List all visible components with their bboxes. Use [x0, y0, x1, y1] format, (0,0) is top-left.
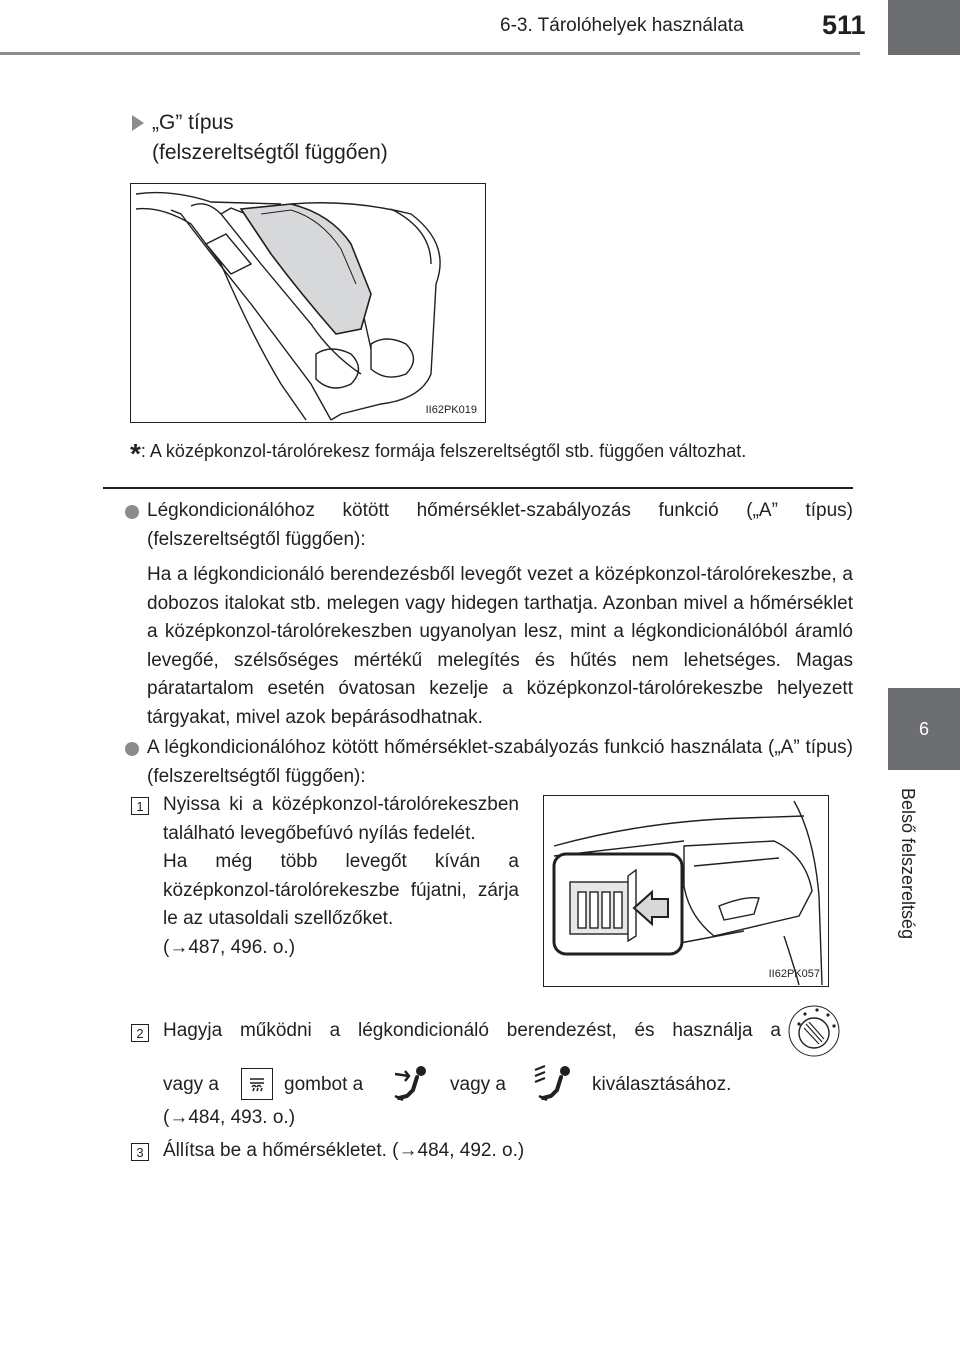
- step1-ref: (→487, 496. o.): [163, 936, 296, 958]
- step-3-box: 3: [131, 1143, 149, 1161]
- bullet1-body: Ha a légkondicionáló berendezésből levegőt vezet a középkonzol-tárolórekeszbe, a dobozos italokat stb. melegen vagy hidegen tarthatja. Azonban mivel a hőmérséklet a középkonzol-tárolórekeszben ugyanolyan lesz, mint a légkondicionálóból áramló levegőé, szélsőséges mértékű melegítés és hűtés nem lehetséges. Magas páratartalom esetén óvatosan kezelje a középkonzol-tárolórekeszbe helyezett tárgyakat, mivel azok bepárásodhatnak.: [147, 564, 853, 728]
- bullet-icon: [125, 505, 139, 519]
- step1-text-a: Nyissa ki a középkonzol-tárolórekeszben található levegőbefúvó nyílás fedelét.: [163, 794, 519, 844]
- step-2-box: 2: [131, 1024, 149, 1042]
- vent-illustration: [544, 796, 827, 985]
- footnote-mark: *: [130, 438, 141, 469]
- type-g-line2: (felszereltségtől függően): [152, 141, 388, 164]
- console-storage-illustration: [131, 184, 484, 421]
- airflow-feet-defrost-icon: [533, 1064, 575, 1104]
- type-g-line1: „G” típus: [152, 111, 234, 134]
- step1-text-b: Ha még több levegőt kíván a középkonzol-tárolórekeszbe fújatni, zárja le az utasoldali szellőzőket.: [163, 851, 519, 929]
- section-divider: [103, 487, 853, 489]
- figure1-code: II62PK019: [425, 404, 477, 416]
- step1-text: [163, 791, 519, 962]
- console-storage-figure: [130, 183, 486, 423]
- defroster-button-icon: [241, 1068, 273, 1100]
- figure2-code: II62PK057: [768, 968, 820, 980]
- bullet2-title: A légkondicionálóhoz kötött hőmérséklet-szabályozás funkció használata („A” típus) (felszereltségtől függően):: [147, 737, 853, 787]
- airflow-feet-icon: [391, 1064, 431, 1104]
- step2-line1: Hagyja működni a légkondicionáló berendezést, és használja a: [163, 1020, 781, 1041]
- step2-ref: (→484, 493. o.): [163, 1107, 296, 1128]
- section-title: 6-3. Tárolóhelyek használata: [500, 15, 744, 36]
- step3-text: Állítsa be a hőmérsékletet. (→484, 492. o.): [163, 1140, 525, 1161]
- chapter-label: [897, 788, 927, 958]
- step2-vagy-a-2: vagy a: [450, 1074, 506, 1095]
- chapter-label-text: Belső felszereltség: [898, 788, 918, 940]
- page-number: 511: [822, 10, 866, 40]
- step2-kivalasztas: kiválasztásához.: [592, 1074, 732, 1095]
- bullet1-title: Légkondicionálóhoz kötött hőmérséklet-szabályozás funkció („A” típus) (felszereltségtől függően):: [147, 500, 853, 550]
- vent-figure: [543, 795, 829, 987]
- bullet-icon: [125, 742, 139, 756]
- footnote: [130, 438, 746, 467]
- step2-gombot-a: gombot a: [284, 1074, 364, 1095]
- header-rule: [0, 52, 860, 55]
- mode-dial-icon: [787, 1004, 841, 1058]
- triangle-bullet-icon: [132, 115, 144, 131]
- chapter-number-tab: 6: [888, 688, 960, 770]
- footnote-text: : A középkonzol-tárolórekesz formája felszereltségtől stb. függően változhat.: [140, 441, 747, 461]
- type-g-heading: [152, 108, 388, 168]
- side-tab-top: [888, 0, 960, 55]
- step2-vagy-a-1: vagy a: [163, 1074, 219, 1095]
- step-1-box: 1: [131, 797, 149, 815]
